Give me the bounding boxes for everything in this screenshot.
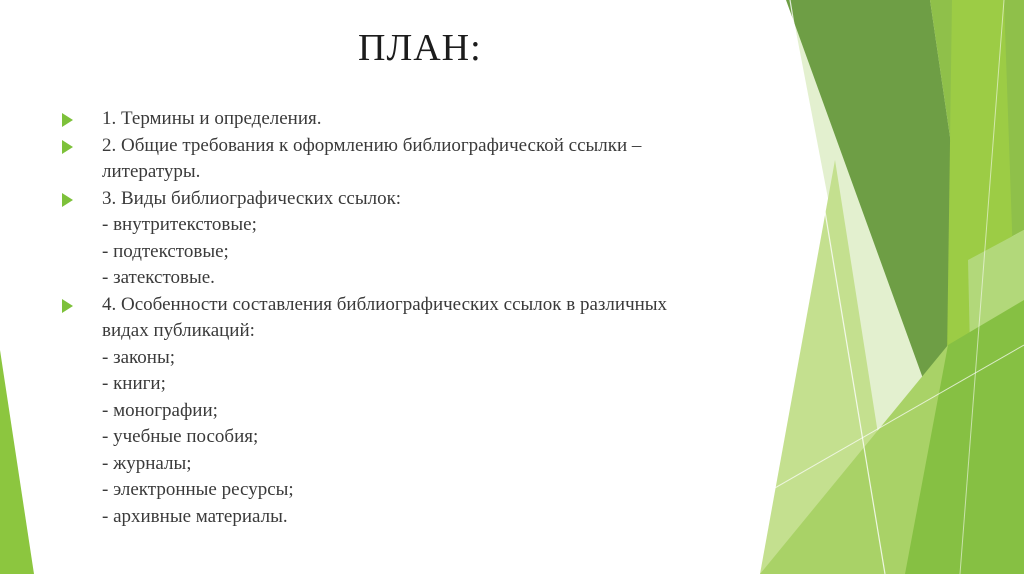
item-text: 1. Термины и определения. [102,108,322,129]
plan-item [62,106,792,133]
item-text: 2. Общие требования к оформлению библиографической ссылки – [102,134,642,156]
triangle-bullet-icon [62,140,73,154]
slide-title: ПЛАН: [358,27,482,69]
sub-item-text: - архивные материалы. [102,505,288,527]
left-edge-shape [0,350,34,574]
plan-item [62,186,792,292]
triangle-bullet-icon [62,113,73,127]
item-text: литературы. [102,161,201,182]
item-text: 4. Особенности составления библиографических ссылок в различных [102,293,668,315]
item-text: видах публикаций: [102,320,255,341]
sub-item-text: - монографии; [102,399,218,421]
item-text: 3. Виды библиографических ссылок: [102,187,402,209]
sub-item-text: - книги; [102,373,166,394]
sub-item-text: - внутритекстовые; [102,214,257,235]
sub-item-text: - затекстовые. [102,267,215,288]
plan-list [62,106,792,530]
sub-item-text: - законы; [102,346,175,368]
triangle-bullet-icon [62,299,73,313]
plan-item [62,133,792,186]
triangle-bullet-icon [62,193,73,207]
sub-item-text: - учебные пособия; [102,426,259,447]
sub-item-text: - журналы; [102,452,192,474]
plan-item [62,292,792,531]
sub-item-text: - подтекстовые; [102,240,229,262]
sub-item-text: - электронные ресурсы; [102,479,294,500]
